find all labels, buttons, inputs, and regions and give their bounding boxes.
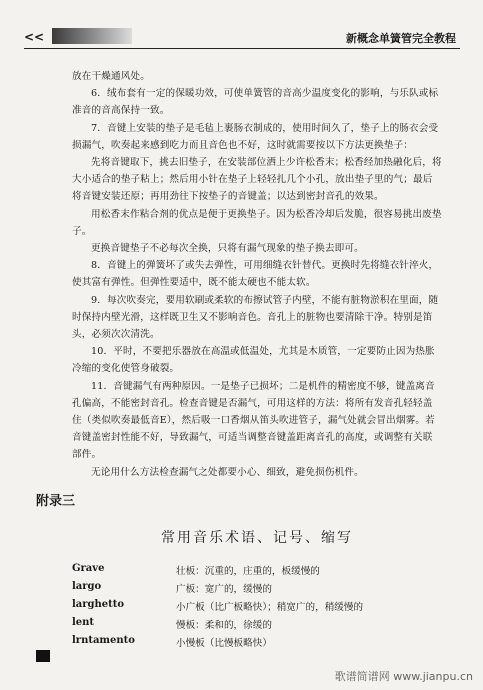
prev-page-chevron-icon[interactable]: << xyxy=(24,30,45,44)
paragraph: 先将音键取下，挑去旧垫子，在安装部位洒上少许松香末；松香经加热融化后，将大小适合的垫子粘上；然后用小针在垫子上轻轻扎几个小孔，放出垫子里的气；最后将音键安装还原；再用劲往下按垫子的音键盖；以达到密封音孔的效果。 xyxy=(72,157,442,203)
paragraph: 11．音键漏气有两种原因。一是垫子已损坏；二是机件的精密度不够，键盖离音孔偏高，不能密封音孔。检查音键是否漏气，可用这样的方法：将所有发音孔轻轻盖住（类似吹奏最低音E），然后吸一口香烟从笛头吹进管子，漏气处就会冒出烟雾。若音键盖密封性能不好，导致漏气，可适当调整音键盖距离音孔的高度，或调整有关联部件。 xyxy=(72,380,435,461)
paragraph: 用松香末作粘合剂的优点是便于更换垫子。因为松香冷却后发脆，很容易挑出废垫子。 xyxy=(72,208,442,237)
term-definition: 广板：宽广的，缓慢的 xyxy=(176,584,272,595)
appendix-label: 附录三 xyxy=(36,494,76,509)
term-definition: 小慢板（比慢板略快） xyxy=(176,638,272,649)
paragraph: 7．音键上安装的垫子是毛毡上裹肠衣制成的，使用时间久了，垫子上的肠衣会受损漏气，吹奏起来感到吃力而且音色也不好，这时就需要按以下方法更换垫子： xyxy=(72,122,439,151)
term-row xyxy=(72,635,452,653)
site-watermark: 歌谱简谱网 www.jianpu.cn xyxy=(334,670,473,683)
term-name: lent xyxy=(72,617,95,628)
page-marker xyxy=(36,650,50,662)
term-definition: 壮板：沉重的，庄重的，板缓慢的 xyxy=(176,566,320,577)
header-decoration xyxy=(52,28,132,44)
term-row xyxy=(72,599,452,617)
paragraph: 8．音键上的弹簧坏了或失去弹性，可用细缝衣针替代。更换时先将缝衣针淬火，使其富有弹性。但弹性要适中，既不能太硬也不能太软。 xyxy=(72,260,439,289)
body-text xyxy=(72,68,442,481)
paragraph: 10．平时，不要把乐器放在高温或低温处，尤其是木质管，一定要防止因为热胀冷缩的变化使管身破裂。 xyxy=(72,346,435,375)
header-divider xyxy=(24,48,460,49)
paragraph: 6．绒布套有一定的保暖功效，可使单簧管的音高少温度变化的影响，与乐队或标准音的音高保持一致。 xyxy=(72,88,439,117)
terms-table xyxy=(72,563,452,653)
page-header xyxy=(24,28,460,48)
paragraph: 无论用什么方法检查漏气之处都要小心、细致，避免损伤机件。 xyxy=(91,466,364,478)
term-name: lrntamento xyxy=(72,635,135,646)
term-name: Grave xyxy=(72,563,105,574)
paragraph: 放在干燥通风处。 xyxy=(72,71,150,82)
paragraph: 更换音键垫子不必每次全换，只将有漏气现象的垫子换去即可。 xyxy=(91,243,364,255)
term-row xyxy=(72,563,452,581)
term-row xyxy=(72,581,452,599)
term-name: larghetto xyxy=(72,599,125,610)
term-definition: 慢板：柔和的，徐缓的 xyxy=(176,620,272,631)
section-title: 常用音乐术语、记号、缩写 xyxy=(161,530,353,546)
term-definition: 小广板（比广板略快）；稍宽广的，稍缓慢的 xyxy=(176,602,364,613)
book-title: 新概念单簧管完全教程 xyxy=(346,32,456,45)
paragraph: 9．每次吹奏完，要用软刷或柔软的布擦试管子内壁，不能有脏物淤积在里面，随时保持内壁光滑，这样既卫生又不影响音色。音孔上的脏物也要清除干净。特别是笛头，必须次次清洗。 xyxy=(72,294,439,341)
term-row xyxy=(72,617,452,635)
term-name: largo xyxy=(72,581,102,592)
